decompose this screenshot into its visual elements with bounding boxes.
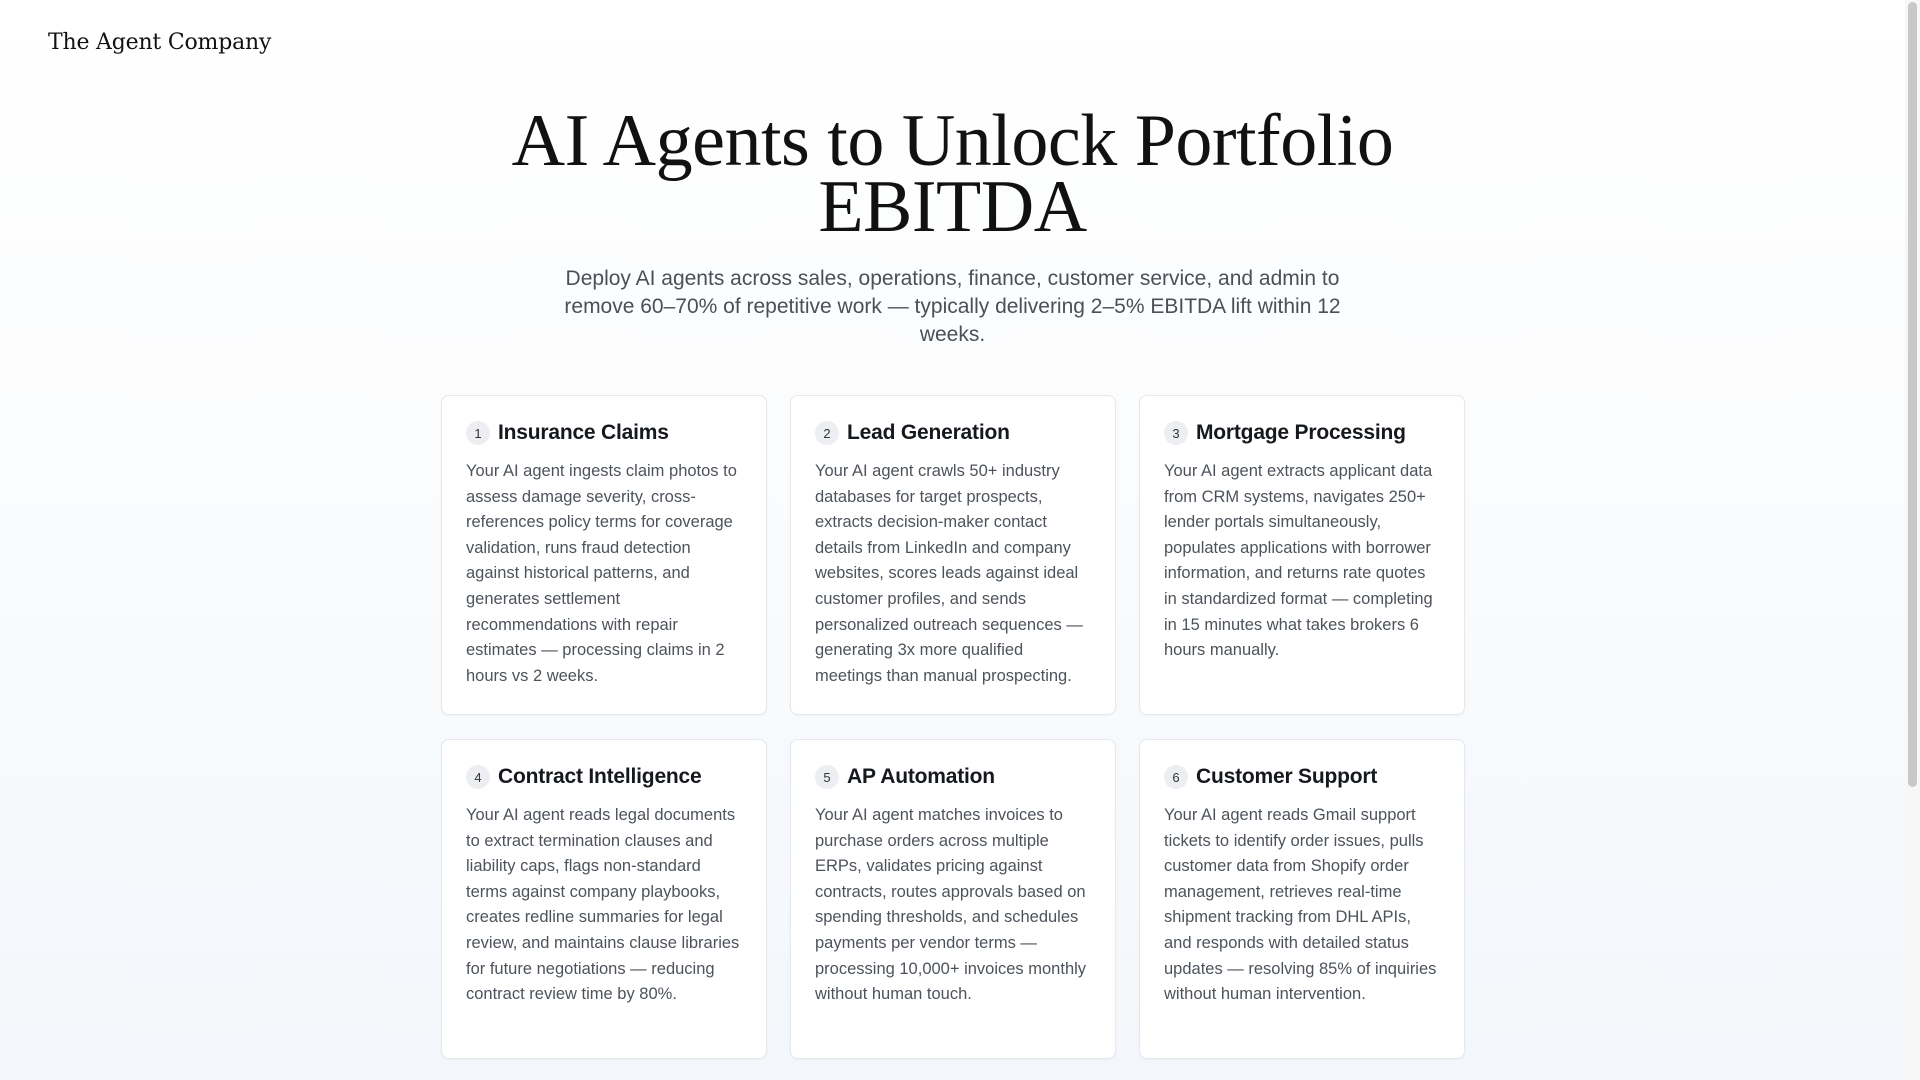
scrollbar-thumb[interactable]: [1908, 2, 1917, 787]
card-description: Your AI agent matches invoices to purchase orders across multiple ERPs, validates pricing against contracts, routes approvals based on spending thresholds, and schedules payments per vendor terms — processing 10,000+ invoices monthly without human touch.: [815, 806, 1087, 1004]
card-title: Mortgage Processing: [1196, 421, 1406, 444]
card-mortgage-processing: [1139, 395, 1465, 715]
page-scrollbar[interactable]: [1905, 0, 1920, 1080]
use-case-grid: [441, 395, 1465, 1059]
card-lead-generation: [790, 395, 1116, 715]
card-header: [466, 765, 742, 789]
card-description: Your AI agent crawls 50+ industry databases for target prospects, extracts decision-maker contact details from LinkedIn and company websites, scores leads against ideal customer profiles, and sends personalized outreach sequences — generating 3x more qualified meetings than manual prospecting.: [815, 462, 1083, 685]
card-description: Your AI agent reads Gmail support tickets to identify order issues, pulls customer data from Shopify order management, retrieves real-time shipment tracking from DHL APIs, and responds with detailed status updates — resolving 85% of inquiries without human intervention.: [1164, 806, 1437, 1004]
card-number-badge: 1: [466, 421, 490, 445]
hero-title: AI Agents to Unlock Portfolio EBITDA: [511, 100, 1394, 248]
card-title: Customer Support: [1196, 765, 1378, 788]
card-description: Your AI agent reads legal documents to extract termination clauses and liability caps, flags non-standard terms against company playbooks, creates redline summaries for legal review, and maintains clause libraries for future negotiations — reducing contract review time by 80%.: [466, 806, 740, 1004]
card-header: [815, 765, 1091, 789]
card-title: Lead Generation: [847, 421, 1010, 444]
hero-subtitle: Deploy AI agents across sales, operations, finance, customer service, and admin to remove 60–70% of repetitive work — typically delivering 2–5% EBITDA lift within 12 weeks.: [564, 267, 1341, 346]
card-number-badge: 5: [815, 765, 839, 789]
card-header: [466, 421, 742, 445]
card-description: Your AI agent extracts applicant data from CRM systems, navigates 250+ lender portals simultaneously, populates applications with borrower information, and returns rate quotes in standardized format — completing in 15 minutes what takes brokers 6 hours manually.: [1164, 462, 1433, 660]
card-contract-intelligence: [441, 739, 767, 1059]
card-header: [1164, 421, 1440, 445]
card-number-badge: 6: [1164, 765, 1188, 789]
card-number-badge: 3: [1164, 421, 1188, 445]
card-header: [1164, 765, 1440, 789]
hero-section: [0, 100, 1905, 349]
card-header: [815, 421, 1091, 445]
card-customer-support: [1139, 739, 1465, 1059]
card-ap-automation: [790, 739, 1116, 1059]
card-title: AP Automation: [847, 765, 995, 788]
card-title: Insurance Claims: [498, 421, 669, 444]
card-title: Contract Intelligence: [498, 765, 702, 788]
card-insurance-claims: [441, 395, 767, 715]
card-number-badge: 2: [815, 421, 839, 445]
card-number-badge: 4: [466, 765, 490, 789]
card-description: Your AI agent ingests claim photos to assess damage severity, cross-references policy terms for coverage validation, runs fraud detection against historical patterns, and generates settlement recommendations with repair estimates — processing claims in 2 hours vs 2 weeks.: [466, 462, 737, 685]
brand-logo[interactable]: The Agent Company: [48, 30, 272, 55]
